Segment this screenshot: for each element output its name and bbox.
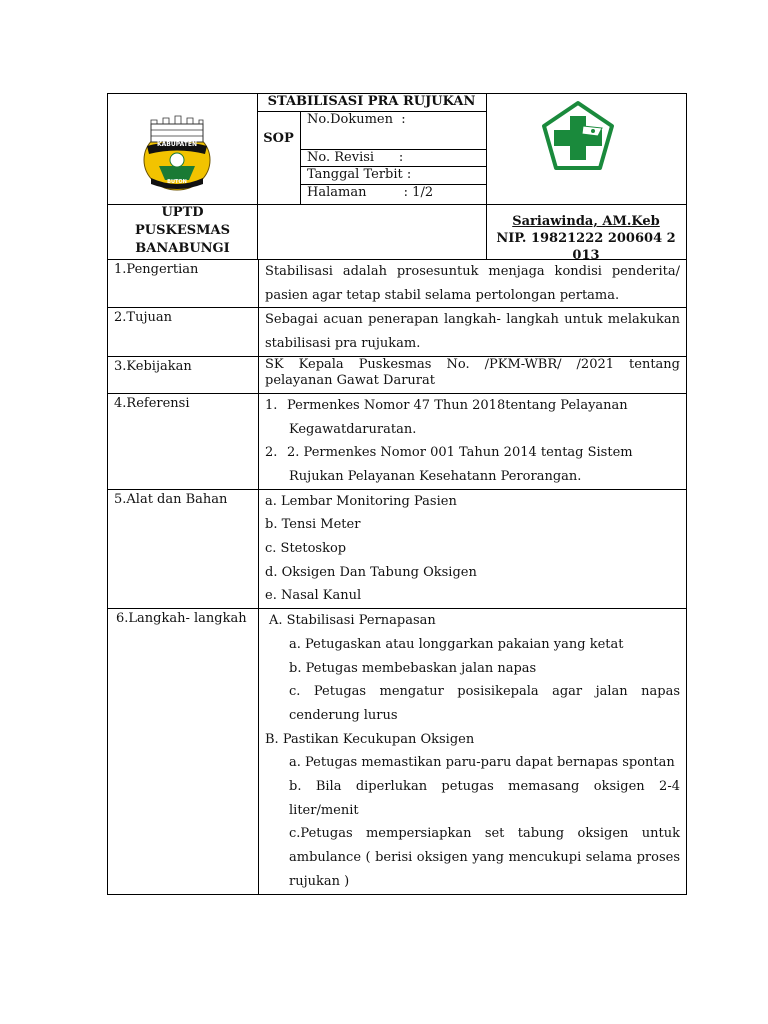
field-halaman: Halaman : 1/2 xyxy=(307,185,434,200)
signatory-nip: NIP. 19821222 200604 2 013 xyxy=(496,231,676,263)
signatory-name: Sariawinda, AM.Keb xyxy=(512,214,660,229)
org-name: UPTD PUSKESMAS BANABUNGI xyxy=(135,205,230,256)
table-row xyxy=(108,609,687,894)
list-item: 1. Permenkes Nomor 47 Thun 2018tentang Pelayanan xyxy=(265,397,628,413)
list-item: 2. 2. Permenkes Nomor 001 Tahun 2014 tentag Sistem xyxy=(265,445,633,461)
field-no-revisi: No. Revisi : xyxy=(307,150,404,165)
section-content xyxy=(259,489,687,609)
section-label: 2.Tujuan xyxy=(108,308,259,356)
section-content xyxy=(259,393,687,489)
sop-label: SOP xyxy=(263,131,294,146)
table-row xyxy=(108,260,687,308)
list-item: b. Petugas membebaskan jalan napas xyxy=(289,660,537,676)
step-group-title: A. Stabilisasi Pernapasan xyxy=(269,613,436,629)
list-item: b. Bila diperlukan petugas memasang oksigen 2-4 liter/menit xyxy=(289,779,680,818)
list-item: e. Nasal Kanul xyxy=(265,588,362,604)
section-label: 5.Alat dan Bahan xyxy=(108,489,259,609)
section-label: 1.Pengertian xyxy=(108,260,259,308)
document-title: STABILISASI PRA RUJUKAN xyxy=(267,94,476,109)
puskesmas-cross-logo-icon xyxy=(540,100,616,172)
list-item: c. Petugas mengatur posisikepala agar jalan napas cenderung lurus xyxy=(289,684,680,723)
list-item-continuation: Rujukan Pelayanan Kesehatann Perorangan. xyxy=(289,468,582,484)
list-item: c.Petugas mempersiapkan set tabung oksigen untuk ambulance ( berisi oksigen yang mencukupi selama proses rujukan ) xyxy=(289,826,680,889)
field-tanggal-terbit: Tanggal Terbit : xyxy=(307,167,412,182)
step-group-title: B. Pastikan Kecukupan Oksigen xyxy=(265,731,475,747)
table-row xyxy=(108,393,687,489)
table-row xyxy=(108,356,687,393)
list-item: a. Petugaskan atau longgarkan pakaian yang ketat xyxy=(289,636,624,652)
section-content: Sebagai acuan penerapan langkah- langkah untuk melakukan stabilisasi pra rujukam. xyxy=(259,308,687,356)
list-item: d. Oksigen Dan Tabung Oksigen xyxy=(265,564,477,580)
kabupaten-buton-crest-icon: KABUPATEN BUTON xyxy=(137,110,217,194)
sop-document xyxy=(107,93,687,895)
table-row xyxy=(108,489,687,609)
section-content: Stabilisasi adalah prosesuntuk menjaga kondisi penderita/ pasien agar tetap stabil selama pertolongan pertama. xyxy=(259,260,687,308)
list-item: c. Stetoskop xyxy=(265,541,347,557)
section-label: 3.Kebijakan xyxy=(108,356,259,393)
signatory xyxy=(486,213,686,264)
section-label: 4.Referensi xyxy=(108,393,259,489)
table-row xyxy=(108,308,687,356)
list-item: a. Lembar Monitoring Pasien xyxy=(265,493,457,509)
list-item: a. Petugas memastikan paru-paru dapat bernapas spontan xyxy=(289,755,675,771)
section-content: SK Kepala Puskesmas No. /PKM-WBR/ /2021 tentang pelayanan Gawat Darurat xyxy=(259,356,687,393)
section-label: 6.Langkah- langkah xyxy=(108,609,259,894)
list-item-continuation: Kegawatdaruratan. xyxy=(289,421,417,437)
document-header xyxy=(107,93,687,263)
list-item: b. Tensi Meter xyxy=(265,517,361,533)
field-no-dokumen: No.Dokumen : xyxy=(307,112,406,127)
sop-content-table xyxy=(107,259,687,895)
section-content xyxy=(259,609,687,894)
